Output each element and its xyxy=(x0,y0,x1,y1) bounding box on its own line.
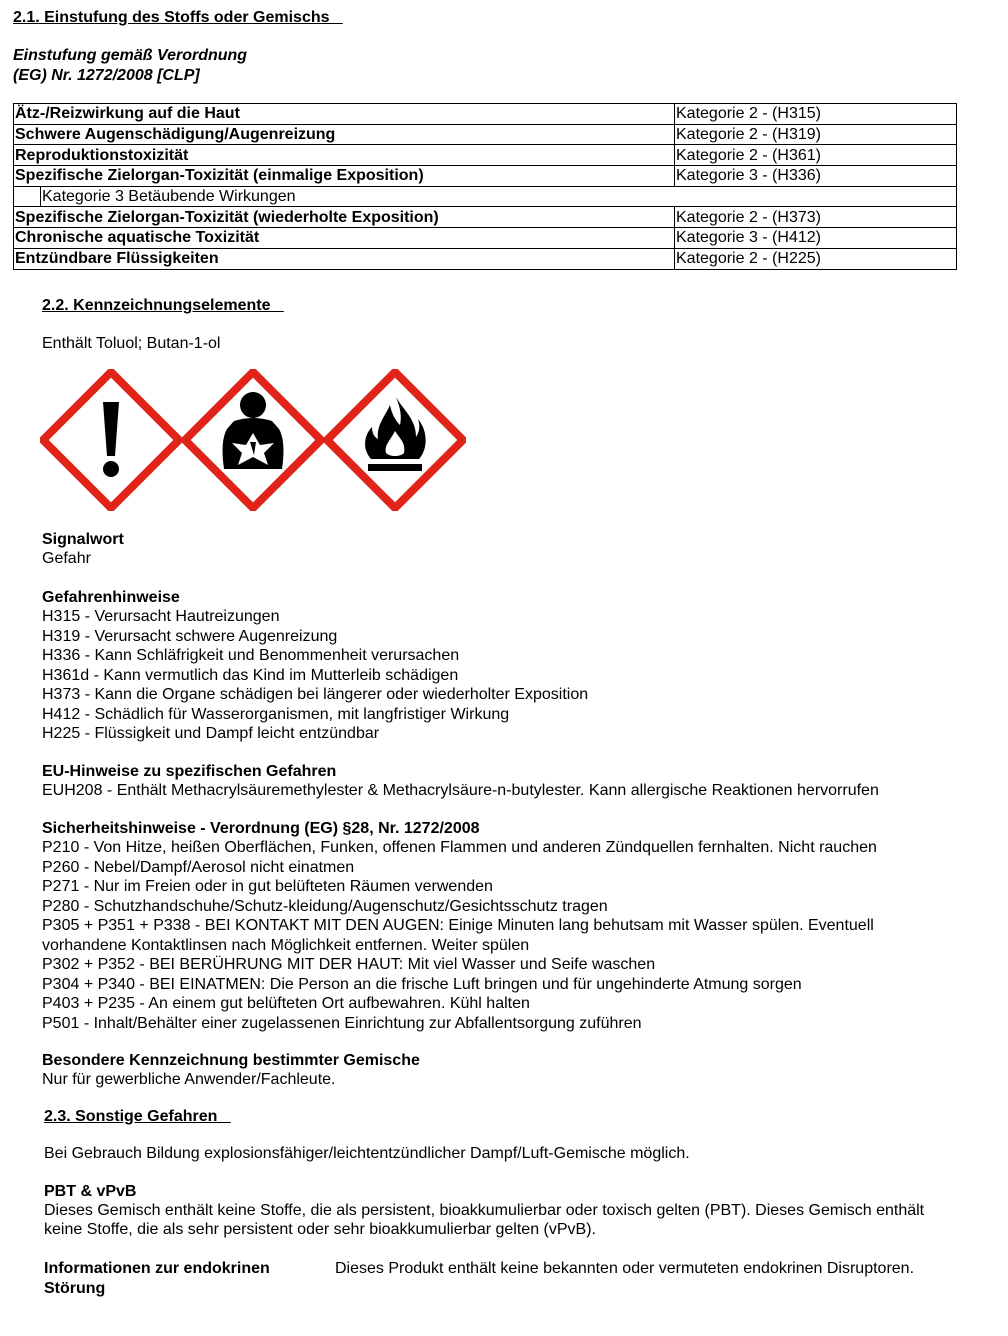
endocrine-text: Dieses Produkt enthält keine bekannten oder vermuteten endokrinen Disruptoren. xyxy=(335,1260,915,1277)
classification-name: Reproduktionstoxizität xyxy=(14,145,675,166)
classification-category: Kategorie 2 - (H361) xyxy=(675,145,957,166)
hazard-statement: H225 - Flüssigkeit und Dampf leicht entzündbar xyxy=(42,725,380,742)
regulation-line-2: (EG) Nr. 1272/2008 [CLP] xyxy=(13,67,200,84)
precaution-statement: P302 + P352 - BEI BERÜHRUNG MIT DER HAUT: Mit viel Wasser und Seife waschen xyxy=(42,956,656,973)
classification-category: Kategorie 2 - (H225) xyxy=(675,248,957,269)
classification-category: Kategorie 3 - (H336) xyxy=(675,166,957,187)
pbt-label: PBT & vPvB xyxy=(44,1183,137,1200)
precaution-statement: P210 - Von Hitze, heißen Oberflächen, Funken, offenen Flammen und anderen Zündquellen fernhalten. Nicht rauchen xyxy=(42,839,877,856)
precaution-statement: P280 - Schutzhandschuhe/Schutz-kleidung/Augenschutz/Gesichtsschutz tragen xyxy=(42,897,608,915)
exclamation-mark-icon xyxy=(40,369,182,511)
hazard-statements-label: Gefahrenhinweise xyxy=(42,589,180,606)
classification-category: Kategorie 2 - (H319) xyxy=(675,124,957,145)
section-2-1-heading: 2.1. Einstufung des Stoffs oder Gemischs xyxy=(13,9,343,26)
classification-sub-text: Kategorie 3 Betäubende Wirkungen xyxy=(14,186,957,207)
hazard-statement: H319 - Verursacht schwere Augenreizung xyxy=(42,627,338,645)
signal-word-label: Signalwort xyxy=(42,531,124,548)
classification-row xyxy=(14,207,957,228)
contains-text: Enthält Toluol; Butan-1-ol xyxy=(42,335,221,352)
hazard-statement: H361d - Kann vermutlich das Kind im Mutterleib schädigen xyxy=(42,666,459,684)
hazard-statements xyxy=(42,607,588,744)
flame-icon xyxy=(324,369,466,511)
precaution-statement: P403 + P235 - An einem gut belüfteten Ort aufbewahren. Kühl halten xyxy=(42,995,530,1012)
eu-hazards-label: EU-Hinweise zu spezifischen Gefahren xyxy=(42,763,337,780)
endocrine-label-1: Informationen zur endokrinen xyxy=(44,1260,270,1277)
classification-row xyxy=(14,124,957,145)
precaution-statement: P260 - Nebel/Dampf/Aerosol nicht einatmen xyxy=(42,858,355,876)
hazard-statement: H315 - Verursacht Hautreizungen xyxy=(42,608,280,625)
precaution-statements-label: Sicherheitshinweise - Verordnung (EG) §28, Nr. 1272/2008 xyxy=(42,820,480,837)
eu-hazards-text: EUH208 - Enthält Methacrylsäuremethylester & Methacrylsäure-n-butylester. Kann allergische Reaktionen hervorrufen xyxy=(42,782,879,799)
classification-row xyxy=(14,145,957,166)
classification-name: Spezifische Zielorgan-Toxizität (wiederholte Exposition) xyxy=(14,207,675,228)
precaution-statement: P271 - Nur im Freien oder in gut belüfteten Räumen verwenden xyxy=(42,878,493,895)
classification-row xyxy=(14,104,957,125)
pbt-line-1: Dieses Gemisch enthält keine Stoffe, die als persistent, bioakkumulierbar oder toxisch gelten (PBT). Dieses Gemisch enthält xyxy=(44,1202,925,1219)
classification-row xyxy=(14,248,957,269)
health-hazard-icon xyxy=(182,369,324,511)
classification-row xyxy=(14,228,957,249)
classification-name: Ätz-/Reizwirkung auf die Haut xyxy=(14,104,675,125)
classification-name: Schwere Augenschädigung/Augenreizung xyxy=(14,124,675,145)
hazard-statement: H412 - Schädlich für Wasserorganismen, mit langfristiger Wirkung xyxy=(42,705,510,723)
precaution-statement: P305 + P351 + P338 - BEI KONTAKT MIT DEN AUGEN: Einige Minuten lang behutsam mit Wasser spülen. Eventuell xyxy=(42,917,874,934)
hazard-statement: H336 - Kann Schläfrigkeit und Benommenheit verursachen xyxy=(42,647,460,664)
classification-category: Kategorie 3 - (H412) xyxy=(675,228,957,249)
special-labelling-text: Nur für gewerbliche Anwender/Fachleute. xyxy=(42,1071,336,1088)
classification-table xyxy=(13,103,957,270)
classification-row xyxy=(14,166,957,187)
classification-sub-row xyxy=(14,186,957,207)
special-labelling-label: Besondere Kennzeichnung bestimmter Gemische xyxy=(42,1052,420,1069)
hazard-statement: H373 - Kann die Organe schädigen bei längerer oder wiederholter Exposition xyxy=(42,686,589,703)
regulation-line-1: Einstufung gemäß Verordnung xyxy=(13,47,248,64)
classification-name: Spezifische Zielorgan-Toxizität (einmalige Exposition) xyxy=(14,166,675,187)
precaution-statements xyxy=(42,838,877,1033)
section-2-2-heading: 2.2. Kennzeichnungselemente xyxy=(42,297,284,314)
classification-name: Chronische aquatische Toxizität xyxy=(14,228,675,249)
precaution-statement: P304 + P340 - BEI EINATMEN: Die Person an die frische Luft bringen und für ungehinderte Atmung sorgen xyxy=(42,975,802,993)
pbt-line-2: keine Stoffe, die als sehr persistent oder sehr bioakkumulierbar gelten (vPvB). xyxy=(44,1221,596,1238)
classification-category: Kategorie 2 - (H315) xyxy=(675,104,957,125)
precaution-statement: vorhandene Kontaktlinsen nach Möglichkeit entfernen. Weiter spülen xyxy=(42,936,530,954)
signal-word-value: Gefahr xyxy=(42,550,91,567)
other-hazards-text: Bei Gebrauch Bildung explosionsfähiger/leichtentzündlicher Dampf/Luft-Gemische möglich. xyxy=(44,1145,690,1162)
endocrine-label-2: Störung xyxy=(44,1280,106,1297)
classification-category: Kategorie 2 - (H373) xyxy=(675,207,957,228)
precaution-statement: P501 - Inhalt/Behälter einer zugelassenen Einrichtung zur Abfallentsorgung zuführen xyxy=(42,1014,642,1032)
classification-name: Entzündbare Flüssigkeiten xyxy=(14,248,675,269)
section-2-3-heading: 2.3. Sonstige Gefahren xyxy=(44,1108,231,1125)
